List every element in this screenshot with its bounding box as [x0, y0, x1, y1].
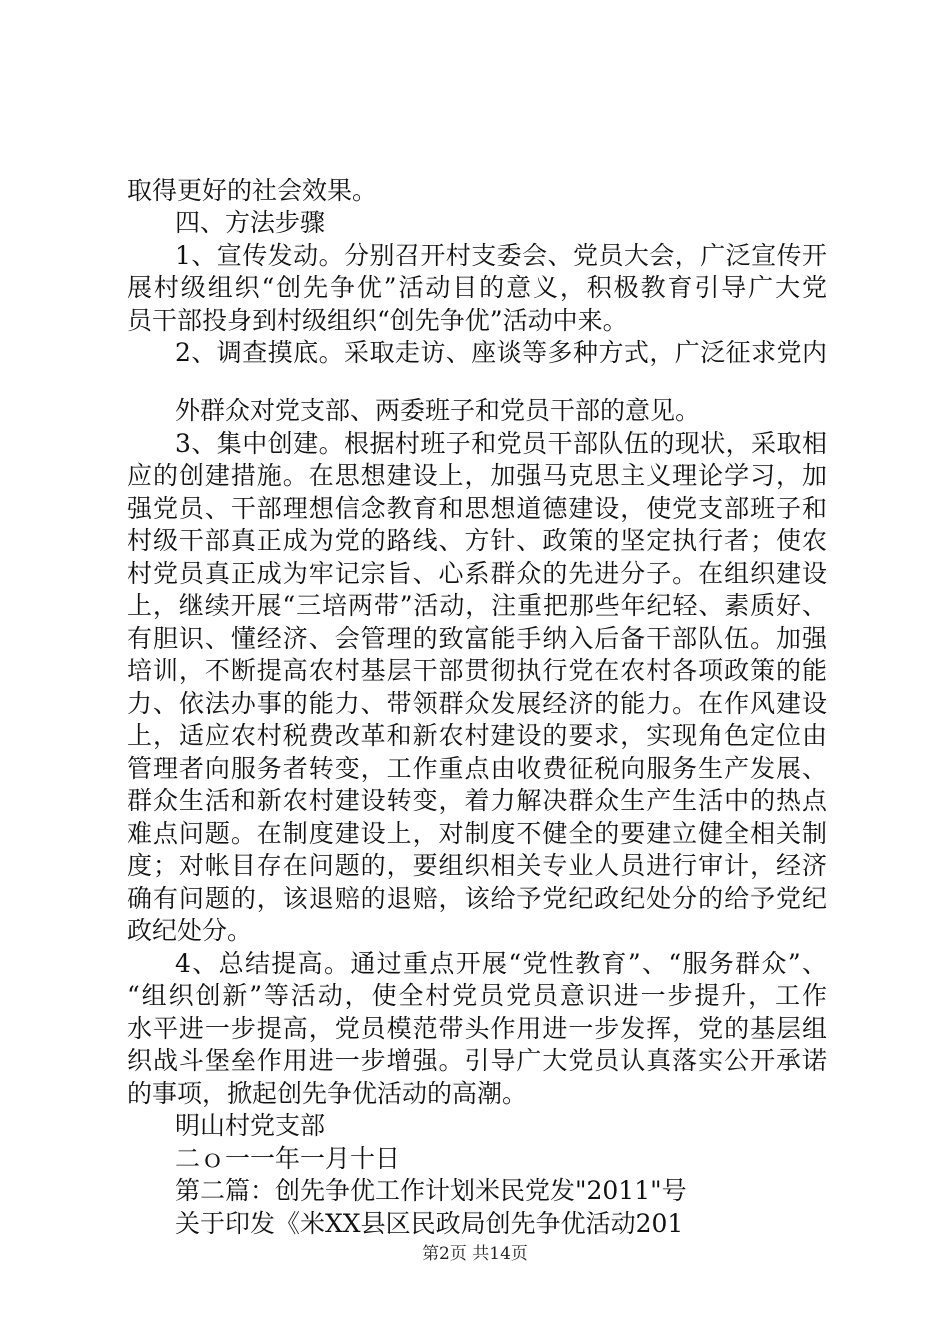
signature-date: 二ｏ一一年一月十日 — [175, 1144, 401, 1173]
text-line: 展村级组织“创先争优”活动目的意义，积极教育引导广大党 — [127, 273, 827, 302]
text-line: 培训，不断提高农村基层干部贯彻执行党在农村各项政策的能 — [127, 656, 827, 685]
text-line: 政纪处分。 — [127, 916, 253, 945]
text-line: 外群众对党支部、两委班子和党员干部的意见。 — [175, 396, 701, 425]
text-line: 群众生活和新农村建设转变，着力解决群众生产生活中的热点 — [127, 786, 827, 815]
text-line: 难点问题。在制度建设上，对制度不健全的要建立健全相关制 — [127, 819, 827, 848]
page-number: 第2页 共14页 — [422, 1244, 528, 1264]
text-line: 4、总结提高。通过重点开展“党性教育”、“服务群众”、 — [175, 949, 827, 978]
text-line: “组织创新”等活动，使全村党员党员意识进一步提升，工作 — [127, 981, 827, 1010]
text-line: 上，继续开展“三培两带”活动，注重把那些年纪轻、素质好、 — [127, 591, 827, 620]
text-line: 管理者向服务者转变，工作重点由收费征税向服务生产发展、 — [127, 754, 827, 783]
section-heading: 四、方法步骤 — [175, 208, 326, 237]
text-line: 织战斗堡垒作用进一步增强。引导广大党员认真落实公开承诺 — [127, 1046, 827, 1075]
text-line: 强党员、干部理想信念教育和思想道德建设，使党支部班子和 — [127, 494, 827, 523]
text-line: 村级干部真正成为党的路线、方针、政策的坚定执行者；使农 — [127, 526, 827, 555]
text-line: 度；对帐目存在问题的，要组织相关专业人员进行审计，经济 — [127, 851, 827, 880]
text-line: 上，适应农村税费改革和新农村建设的要求，实现角色定位由 — [127, 721, 827, 750]
signature-organization: 明山村党支部 — [175, 1111, 326, 1140]
text-line: 员干部投身到村级组织“创先争优”活动中来。 — [127, 306, 628, 335]
text-line: 有胆识、懂经济、会管理的致富能手纳入后备干部队伍。加强 — [127, 624, 827, 653]
text-line: 关于印发《米XX县区民政局创先争优活动201 — [175, 1209, 684, 1238]
section-title: 第二篇：创先争优工作计划米民党发"2011"号 — [175, 1176, 687, 1205]
text-line: 应的创建措施。在思想建设上，加强马克思主义理论学习，加 — [127, 461, 827, 490]
text-line: 取得更好的社会效果。 — [127, 176, 378, 205]
text-line: 2、调查摸底。采取走访、座谈等多种方式，广泛征求党内 — [175, 338, 827, 367]
text-line: 3、集中创建。根据村班子和党员干部队伍的现状，采取相 — [175, 429, 827, 458]
text-line: 力、依法办事的能力、带领群众发展经济的能力。在作风建设 — [127, 689, 827, 718]
text-line: 村党员真正成为牢记宗旨、心系群众的先进分子。在组织建设 — [127, 559, 827, 588]
text-line: 水平进一步提高，党员模范带头作用进一步发挥，党的基层组 — [127, 1014, 827, 1043]
text-line: 的事项，掀起创先争优活动的高潮。 — [127, 1079, 528, 1108]
text-line: 确有问题的，该退赔的退赔，该给予党纪政纪处分的给予党纪 — [127, 884, 827, 913]
text-line: 1、宣传发动。分别召开村支委会、党员大会，广泛宣传开 — [175, 241, 827, 270]
